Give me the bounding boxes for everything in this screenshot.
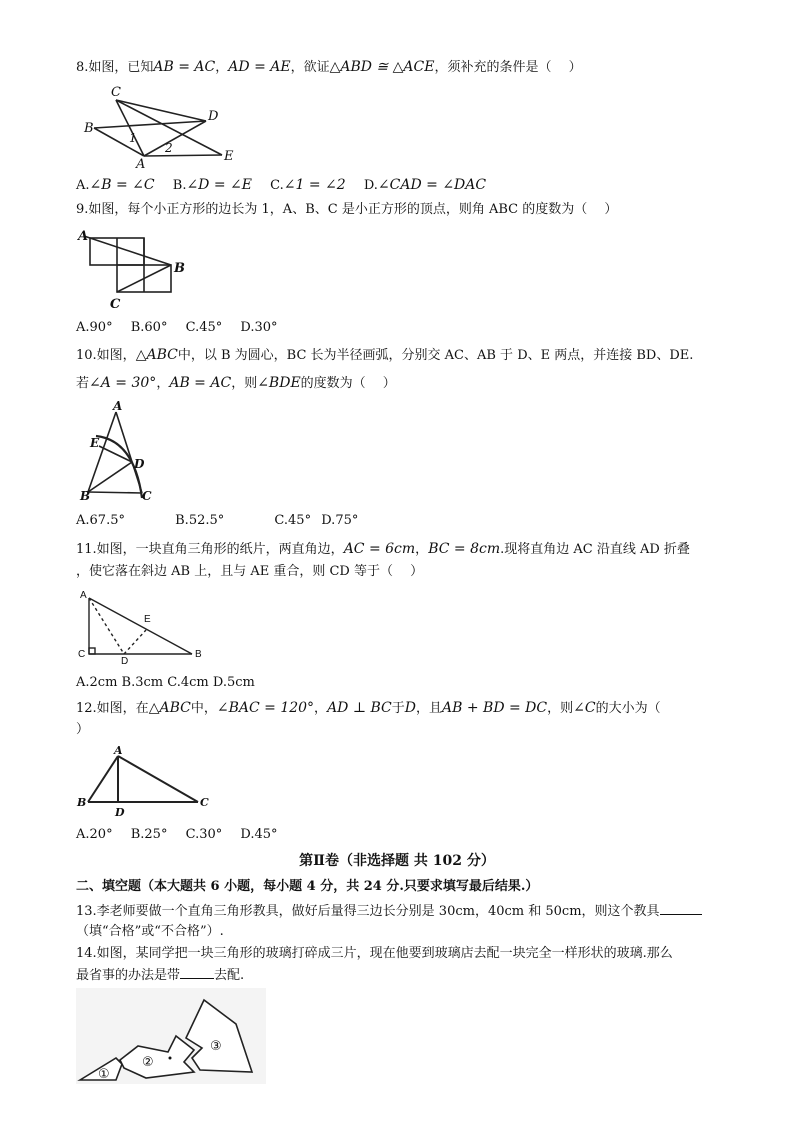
q14-figure bbox=[76, 988, 266, 1084]
q8-line-ad bbox=[144, 121, 206, 156]
q8-angle-1: 1 bbox=[129, 131, 137, 145]
q14-line1: 14.如图，某同学把一块三角形的玻璃打碎成三片，现在他要到玻璃店去配一块完全一样形状的玻璃.那么 bbox=[76, 946, 673, 961]
q8-stem bbox=[76, 58, 582, 77]
q14-label-2: ② bbox=[142, 1055, 154, 1070]
q9-option-b[interactable]: B.60° bbox=[130, 320, 168, 335]
q11-fold-ad bbox=[89, 598, 124, 654]
q8-option-a[interactable]: A.∠B = ∠C bbox=[76, 177, 155, 193]
q13-line2: （填“合格”或“不合格”）. bbox=[76, 924, 224, 939]
q14-answer-blank[interactable] bbox=[180, 966, 214, 979]
q12-option-d[interactable]: D.45° bbox=[240, 827, 278, 842]
q11-label-e: E bbox=[144, 614, 151, 625]
q9-options bbox=[76, 320, 292, 335]
q11-right-angle bbox=[89, 648, 95, 654]
q14-label-3: ③ bbox=[210, 1039, 222, 1054]
q11-figure bbox=[74, 588, 214, 664]
q10-option-b[interactable]: B.52.5° bbox=[175, 513, 225, 528]
q12-options bbox=[76, 827, 292, 842]
q11-stem-line2: ，使它落在斜边 AB 上，且与 AE 重合，则 CD 等于（ ） bbox=[76, 564, 424, 579]
q12-side-ac bbox=[118, 756, 198, 802]
q9-option-d[interactable]: D.30° bbox=[240, 320, 278, 335]
q10-option-d[interactable]: D.75° bbox=[321, 513, 359, 528]
q8-cond2: AD = AE bbox=[228, 59, 291, 75]
q9-stem: 9.如图，每个小正方形的边长为 1，A、B、C 是小正方形的顶点，则角 ABC 的度数为（ ） bbox=[76, 202, 618, 217]
q8-claim: △ABD ≅ △ACE bbox=[329, 59, 435, 75]
q12-stem-line2: ） bbox=[76, 722, 90, 737]
part2-title: 第Ⅱ卷（非选择题 共 102 分） bbox=[299, 853, 495, 869]
q12-figure bbox=[74, 744, 214, 820]
q8-label-e: E bbox=[224, 149, 234, 164]
q11-side-ab bbox=[89, 598, 192, 654]
q14-line2: 最省事的办法是带 去配. bbox=[76, 968, 245, 983]
q11-label-d: D bbox=[121, 656, 129, 664]
q9-label-c: C bbox=[110, 297, 121, 312]
q10-option-a[interactable]: A.67.5° bbox=[76, 513, 125, 528]
q8-sep: ， bbox=[215, 60, 229, 75]
q10-label-e: E bbox=[90, 436, 100, 450]
q10-label-c: C bbox=[142, 489, 152, 503]
q13-answer-blank[interactable] bbox=[660, 902, 702, 915]
q11-label-c: C bbox=[78, 649, 86, 660]
q10-segment-bd bbox=[88, 462, 132, 492]
q11-label-a: A bbox=[80, 590, 87, 601]
q10-option-c[interactable]: C.45° bbox=[274, 513, 312, 528]
q8-cond1: AB = AC bbox=[153, 59, 216, 75]
q12-label-c: C bbox=[200, 796, 209, 809]
q8-label-a: A bbox=[136, 157, 146, 170]
q14-label-1: ① bbox=[98, 1067, 110, 1082]
q8-stem-pre: 8.如图，已知 bbox=[76, 60, 154, 75]
q12-side-ab bbox=[88, 756, 118, 802]
q12-option-b[interactable]: B.25° bbox=[130, 827, 168, 842]
q8-line-ae bbox=[144, 155, 222, 156]
q10-stem-line2: 若∠A = 30°，AB = AC，则∠BDE的度数为（ ） bbox=[76, 375, 396, 391]
q8-label-c: C bbox=[111, 85, 121, 100]
q8-option-d[interactable]: D.∠CAD = ∠DAC bbox=[363, 177, 487, 193]
q10-label-b: B bbox=[80, 489, 91, 503]
q12-label-b: B bbox=[77, 796, 87, 809]
q11-options[interactable]: A.2cm B.3cm C.4cm D.5cm bbox=[76, 675, 255, 690]
q11-stem-line1: 11.如图，一块直角三角形的纸片，两直角边，AC = 6cm，BC = 8cm.现将直角边 AC 沿直线 AD 折叠 bbox=[76, 541, 690, 557]
q8-label-b: B bbox=[84, 121, 94, 136]
q8-label-d: D bbox=[208, 109, 219, 124]
q8-options bbox=[76, 177, 500, 193]
q10-figure bbox=[76, 400, 166, 506]
q10-options bbox=[76, 513, 372, 528]
q10-label-d: D bbox=[134, 457, 145, 471]
q8-line-cd bbox=[116, 100, 206, 121]
q9-option-a[interactable]: A.90° bbox=[76, 320, 113, 335]
q9-segment-ab bbox=[84, 236, 171, 265]
q8-stem-post: ，须补充的条件是（ ） bbox=[434, 60, 582, 75]
q8-stem-mid: ，欲证 bbox=[290, 60, 330, 75]
q9-label-a: A bbox=[78, 229, 89, 244]
q12-stem-line1: 12.如图，在△ABC中，∠BAC = 120°，AD ⊥ BC于D，且AB + BD = DC，则∠C的大小为（ bbox=[76, 700, 661, 716]
section2-title: 二、填空题（本大题共 6 小题，每小题 4 分，共 24 分.只要求填写最后结果.） bbox=[76, 879, 539, 894]
q12-label-d: D bbox=[115, 806, 125, 819]
q8-angle-2: 2 bbox=[165, 141, 173, 155]
q9-figure bbox=[76, 228, 196, 312]
q9-label-b: B bbox=[174, 261, 185, 276]
q8-option-c[interactable]: C.∠1 = ∠2 bbox=[270, 177, 346, 193]
q12-option-c[interactable]: C.30° bbox=[185, 827, 223, 842]
q8-line-bd bbox=[94, 121, 206, 128]
q12-option-a[interactable]: A.20° bbox=[76, 827, 113, 842]
q10-label-a: A bbox=[113, 400, 123, 413]
q8-figure bbox=[76, 84, 256, 170]
q8-option-b[interactable]: B.∠D = ∠E bbox=[172, 177, 252, 193]
q14-dot bbox=[169, 1057, 172, 1060]
q11-segment-de bbox=[124, 630, 146, 654]
q12-label-a: A bbox=[114, 744, 123, 757]
q10-side-bc bbox=[88, 492, 142, 493]
q9-option-c[interactable]: C.45° bbox=[185, 320, 223, 335]
q10-stem-line1: 10.如图，△ABC中，以 B 为圆心，BC 长为半径画弧，分别交 AC、AB 于 D、E 两点，并连接 BD、DE. bbox=[76, 347, 694, 363]
q13-line1: 13.李老师要做一个直角三角形教具，做好后量得三边长分别是 30cm，40cm 和 50cm，则这个教具 bbox=[76, 902, 702, 921]
q11-label-b: B bbox=[195, 649, 202, 660]
